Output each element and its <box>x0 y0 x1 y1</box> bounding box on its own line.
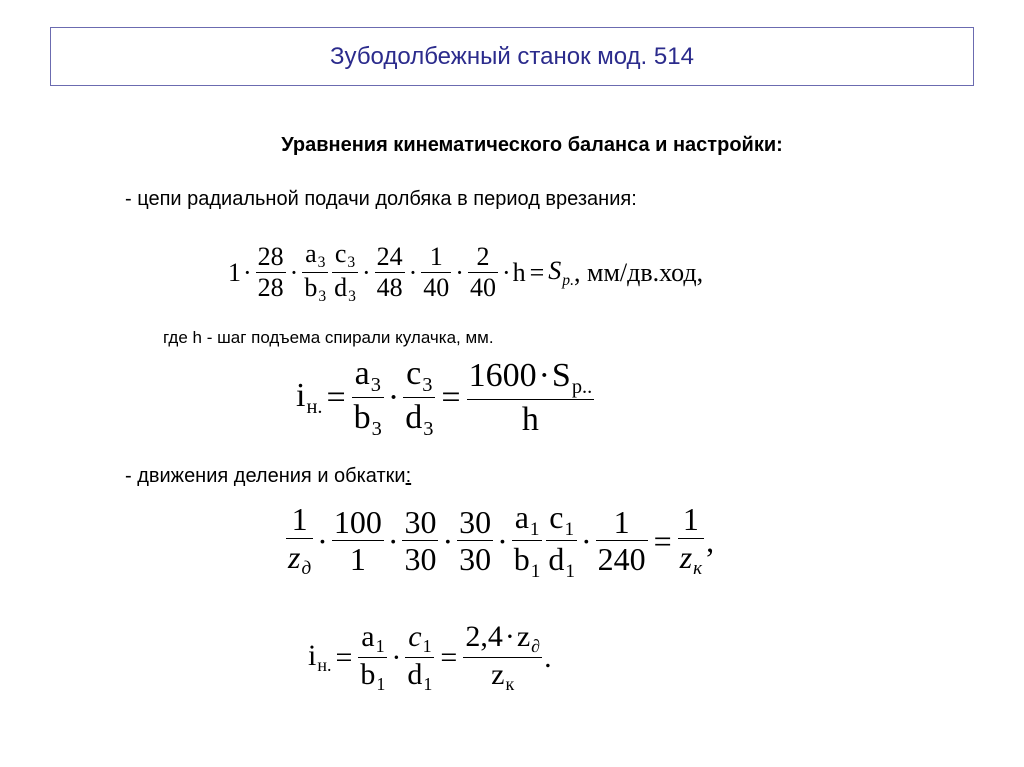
math-term: , мм/дв.ход, <box>574 257 704 287</box>
variable-base: b <box>304 272 318 302</box>
math-variable <box>308 639 331 676</box>
math-term: 30 <box>404 541 437 577</box>
math-term: 1 <box>291 501 308 538</box>
numerator <box>474 243 491 272</box>
math-term: 40 <box>469 272 496 302</box>
variable-base: z <box>516 620 531 653</box>
fraction <box>512 500 543 583</box>
denominator <box>596 541 648 578</box>
math-variable <box>551 357 593 399</box>
math-term: 1 <box>682 501 699 538</box>
denominator <box>468 273 498 303</box>
variable-base: S <box>551 357 571 395</box>
variable-subscript: н. <box>317 655 332 676</box>
variable-subscript: 1 <box>423 674 433 695</box>
denominator <box>421 273 451 303</box>
fraction <box>302 240 328 306</box>
denominator <box>375 273 405 303</box>
variable-base: i <box>308 638 317 672</box>
h-definition-note: где h - шаг подъема спирали кулачка, мм. <box>163 328 494 347</box>
denominator <box>546 541 577 583</box>
denominator <box>403 398 435 442</box>
math-term: 100 <box>333 503 382 540</box>
numerator <box>290 502 310 537</box>
math-variable <box>353 398 382 440</box>
fraction <box>468 243 498 302</box>
math-term: , <box>706 522 715 559</box>
math-term: 1 <box>228 257 241 287</box>
numerator <box>256 243 286 272</box>
math-variable <box>296 377 322 419</box>
variable-subscript: 1 <box>529 518 540 540</box>
math-term: 40 <box>423 272 450 302</box>
variable-base: c <box>334 239 347 268</box>
math-term: 1 <box>429 242 443 272</box>
variable-subscript: к <box>693 558 703 580</box>
equals-sign: = <box>653 522 672 559</box>
denominator <box>286 539 313 581</box>
equation-indexing-tuning <box>308 620 552 695</box>
numerator <box>353 355 383 397</box>
multiply-dot: · <box>504 620 515 653</box>
fraction <box>402 505 438 578</box>
variable-base: c <box>408 620 422 653</box>
variable-base: d <box>334 272 348 302</box>
fraction <box>375 243 405 302</box>
denominator <box>352 398 384 442</box>
variable-subscript: ∂ <box>531 636 541 657</box>
equals-sign: = <box>335 640 353 674</box>
variable-subscript: 3 <box>347 254 356 272</box>
fraction <box>546 500 577 583</box>
fraction <box>332 505 384 578</box>
numerator <box>406 620 433 657</box>
fraction <box>358 620 387 695</box>
math-variable <box>408 620 432 657</box>
denominator <box>405 658 434 695</box>
multiply-dot: · <box>387 522 399 559</box>
variable-base: c <box>406 355 422 392</box>
variable-subscript: 1 <box>375 636 385 657</box>
math-variable <box>361 620 385 657</box>
multiply-dot: · <box>501 257 511 287</box>
equation-indexing-balance <box>284 500 714 583</box>
variable-subscript: н. <box>306 396 323 419</box>
equation-radial-feed-balance <box>228 240 703 306</box>
variable-subscript: 3 <box>371 417 382 440</box>
multiply-dot: · <box>317 522 328 559</box>
numerator <box>402 505 438 540</box>
math-term: 2,4 <box>465 620 503 653</box>
math-variable <box>334 272 356 306</box>
fraction <box>403 355 435 441</box>
fraction <box>467 357 595 439</box>
math-variable <box>360 658 386 695</box>
math-variable <box>516 620 541 657</box>
variable-subscript: д <box>301 558 312 580</box>
denominator <box>489 658 516 695</box>
math-term: 1 <box>613 503 630 540</box>
fraction <box>678 502 704 580</box>
equals-sign: = <box>529 257 545 287</box>
equation-radial-feed-tuning <box>296 355 596 441</box>
math-variable <box>548 540 575 582</box>
numerator <box>404 355 434 397</box>
fraction <box>256 243 286 302</box>
variable-subscript: к <box>505 674 515 695</box>
fraction <box>463 620 542 695</box>
denominator <box>256 273 286 303</box>
variable-base: i <box>296 377 306 414</box>
denominator <box>348 541 368 578</box>
multiply-dot: · <box>387 379 400 417</box>
variable-subscript: р. <box>562 271 574 289</box>
fraction <box>332 240 358 306</box>
variable-base: c <box>549 499 564 535</box>
variable-base: d <box>405 398 423 436</box>
math-term: 28 <box>257 242 284 272</box>
section-heading: Уравнения кинематического баланса и настройки: <box>281 134 783 156</box>
fraction <box>405 620 434 695</box>
indexing-label-colon: : <box>405 465 412 487</box>
numerator <box>428 243 445 272</box>
math-term: 24 <box>376 242 403 272</box>
numerator <box>463 620 542 657</box>
numerator <box>333 240 357 272</box>
multiply-dot: · <box>455 257 464 287</box>
numerator <box>513 500 542 540</box>
numerator <box>681 502 701 537</box>
equals-sign: = <box>440 640 458 674</box>
numerator <box>547 500 576 540</box>
title-box <box>50 27 974 86</box>
fraction <box>286 502 313 580</box>
math-variable <box>406 355 433 397</box>
numerator <box>332 505 384 540</box>
numerator <box>303 240 327 272</box>
variable-subscript: 3 <box>317 254 326 272</box>
variable-base: b <box>353 398 371 436</box>
variable-base: a <box>514 499 529 535</box>
denominator <box>332 273 358 306</box>
math-term: 240 <box>597 541 646 577</box>
variable-subscript: 3 <box>348 288 356 306</box>
math-variable <box>288 538 312 580</box>
math-variable <box>334 239 356 272</box>
multiply-dot: · <box>408 257 418 287</box>
fraction <box>596 505 648 578</box>
math-term: 1600 <box>468 357 537 395</box>
slide-title: Зубодолбежный станок мод. 514 <box>330 42 694 70</box>
fraction <box>352 355 384 441</box>
multiply-dot: · <box>580 522 592 559</box>
variable-subscript: 3 <box>422 374 433 397</box>
multiply-dot: · <box>442 522 454 559</box>
variable-subscript: 1 <box>565 560 575 582</box>
math-term: 30 <box>459 503 492 540</box>
math-variable <box>514 499 540 540</box>
multiply-dot: · <box>497 522 508 559</box>
variable-subscript: 3 <box>423 417 434 440</box>
multiply-dot: · <box>538 357 550 395</box>
variable-subscript: 3 <box>318 288 327 306</box>
variable-base: z <box>679 538 693 575</box>
variable-subscript: р.. <box>571 376 593 399</box>
math-term: h <box>512 257 526 287</box>
variable-subscript: 1 <box>530 560 541 582</box>
numerator <box>359 620 386 657</box>
math-variable <box>354 355 381 397</box>
variable-subscript: 1 <box>422 636 432 657</box>
math-term: 30 <box>459 541 492 577</box>
fraction <box>421 243 451 302</box>
math-variable <box>549 499 575 540</box>
math-term: 1 <box>349 541 366 577</box>
equals-sign: = <box>326 379 346 417</box>
math-variable <box>548 256 574 289</box>
variable-subscript: 1 <box>376 674 386 695</box>
variable-base: a <box>361 620 375 653</box>
denominator <box>402 541 438 578</box>
denominator <box>457 541 493 578</box>
indexing-label <box>125 465 411 488</box>
numerator <box>612 505 632 540</box>
variable-base: S <box>548 256 562 286</box>
multiply-dot: · <box>289 257 299 287</box>
variable-base: a <box>354 355 370 392</box>
multiply-dot: · <box>391 640 402 674</box>
math-term: h <box>521 400 539 438</box>
math-variable <box>405 398 434 440</box>
math-variable <box>304 272 327 306</box>
denominator <box>520 400 541 439</box>
math-term: . <box>544 640 552 674</box>
denominator <box>678 539 704 581</box>
math-variable <box>679 538 703 580</box>
denominator <box>302 273 328 306</box>
numerator <box>457 505 493 540</box>
variable-base: b <box>513 540 530 577</box>
math-term: 48 <box>376 272 403 302</box>
variable-base: z <box>288 538 301 575</box>
math-term: 30 <box>404 503 437 540</box>
denominator <box>358 658 387 695</box>
variable-base: d <box>407 658 423 692</box>
math-variable <box>513 540 541 582</box>
equals-sign: = <box>441 379 461 417</box>
variable-base: z <box>491 658 505 692</box>
radial-feed-label: - цепи радиальной подачи долбяка в период врезания: <box>125 188 637 210</box>
variable-subscript: 3 <box>370 374 381 397</box>
variable-base: b <box>360 658 376 692</box>
variable-base: a <box>305 239 317 268</box>
math-variable <box>305 239 326 272</box>
math-variable <box>407 658 433 695</box>
multiply-dot: · <box>243 257 252 287</box>
numerator <box>375 243 405 272</box>
math-term: 28 <box>257 272 284 302</box>
math-term: 2 <box>476 242 490 272</box>
denominator <box>512 541 543 583</box>
indexing-label-text: - движения деления и обкатки <box>125 465 406 487</box>
variable-subscript: 1 <box>564 518 575 540</box>
multiply-dot: · <box>361 257 371 287</box>
variable-base: d <box>548 540 565 577</box>
math-variable <box>491 658 515 695</box>
numerator <box>467 357 595 399</box>
fraction <box>457 505 493 578</box>
